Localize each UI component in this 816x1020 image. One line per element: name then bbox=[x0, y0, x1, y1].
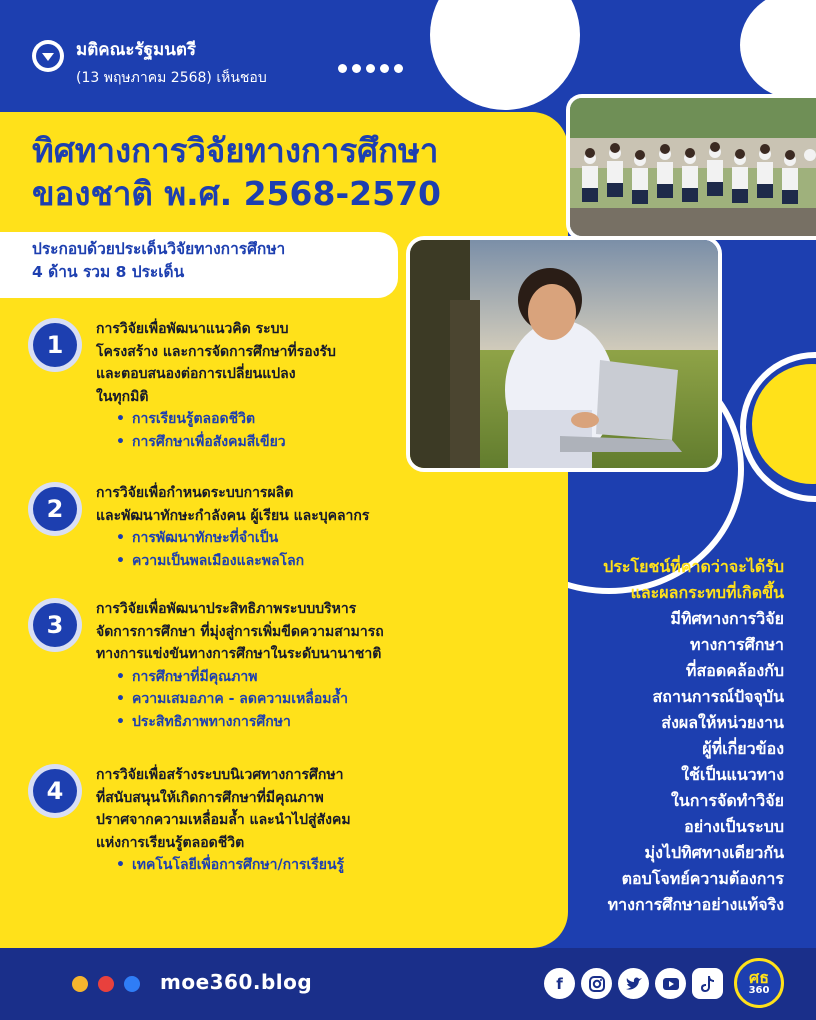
benefit-line: ในการจัดทำวิจัย bbox=[670, 791, 784, 810]
dot-red bbox=[98, 976, 114, 992]
topic-item-1 bbox=[28, 318, 336, 453]
topic-bullets bbox=[116, 408, 336, 453]
list-item: • การศึกษาที่มีคุณภาพ bbox=[116, 666, 384, 689]
down-arrow-icon bbox=[32, 40, 64, 72]
header-line-2: (13 พฤษภาคม 2568) เห็นชอบ bbox=[76, 70, 267, 86]
benefit-line: ที่สอดคล้องกับ bbox=[685, 661, 784, 680]
benefit-line: ตอบโจทย์ความต้องการ bbox=[621, 869, 784, 888]
benefit-line: ใช้เป็นแนวทาง bbox=[681, 765, 784, 784]
dot-yellow bbox=[72, 976, 88, 992]
topic-heading: การวิจัยเพื่อกำหนดระบบการผลิต และพัฒนาทักษะกำลังคน ผู้เรียน และบุคลากร bbox=[96, 485, 370, 524]
benefits-heading: ประโยชน์ที่คาดว่าจะได้รับ และผลกระทบที่เกิดขึ้น bbox=[603, 557, 784, 602]
social-links bbox=[544, 968, 723, 999]
facebook-icon[interactable]: f bbox=[544, 968, 575, 999]
list-item: • การศึกษาเพื่อสังคมสีเขียว bbox=[116, 431, 336, 454]
boy-with-laptop-photo bbox=[406, 236, 722, 472]
moe360-logo: ศธ 360 bbox=[734, 958, 784, 1008]
topic-item-2 bbox=[28, 482, 369, 572]
number-badge: 4 bbox=[28, 764, 82, 818]
list-item: • ความเสมอภาค - ลดความเหลื่อมล้ำ bbox=[116, 688, 384, 711]
benefit-line: ทางการศึกษา bbox=[690, 635, 784, 654]
list-item: • การเรียนรู้ตลอดชีวิต bbox=[116, 408, 336, 431]
topic-bullets bbox=[116, 854, 351, 877]
instagram-icon[interactable] bbox=[581, 968, 612, 999]
benefit-line: ส่งผลให้หน่วยงาน bbox=[661, 713, 784, 732]
subtitle-line-2: 4 ด้าน รวม 8 ประเด็น bbox=[32, 263, 185, 282]
footer-url-link[interactable]: moe360.blog bbox=[160, 970, 313, 994]
list-item: • ประสิทธิภาพทางการศึกษา bbox=[116, 711, 384, 734]
dot-blue bbox=[124, 976, 140, 992]
header-line-1: มติคณะรัฐมนตรี bbox=[76, 40, 197, 60]
youtube-icon[interactable] bbox=[655, 968, 686, 999]
topic-bullets bbox=[116, 527, 369, 572]
topic-bullets bbox=[116, 666, 384, 734]
list-item: • เทคโนโลยีเพื่อการศึกษา/การเรียนรู้ bbox=[116, 854, 351, 877]
main-title: ทิศทางการวิจัยทางการศึกษา ของชาติ พ.ศ. 2568-2570 bbox=[32, 131, 441, 213]
topic-item-4 bbox=[28, 764, 351, 877]
list-item: • ความเป็นพลเมืองและพลโลก bbox=[116, 550, 369, 573]
topic-item-3 bbox=[28, 598, 384, 733]
subtitle-line-1: ประกอบด้วยประเด็นวิจัยทางการศึกษา bbox=[32, 240, 286, 258]
benefit-line: มีทิศทางการวิจัย bbox=[670, 609, 784, 628]
benefit-line: อย่างเป็นระบบ bbox=[684, 817, 784, 836]
twitter-icon[interactable] bbox=[618, 968, 649, 999]
benefit-line: ผู้ที่เกี่ยวข้อง bbox=[702, 739, 784, 758]
topic-heading: การวิจัยเพื่อพัฒนาประสิทธิภาพระบบบริหาร จัดการการศึกษา ที่มุ่งสู่การเพิ่มขีดความสามารถ ทางการแข่งขันทางการศึกษาในระดับนานาชาติ bbox=[96, 601, 384, 662]
subtitle-box bbox=[0, 232, 398, 298]
deco-circle-top bbox=[430, 0, 580, 110]
number-badge: 3 bbox=[28, 598, 82, 652]
benefit-line: ทางการศึกษาอย่างแท้จริง bbox=[607, 895, 784, 914]
topic-heading: การวิจัยเพื่อพัฒนาแนวคิด ระบบ โครงสร้าง และการจัดการศึกษาที่รองรับ และตอบสนองต่อการเปลี่ยนแปลง ในทุกมิติ bbox=[96, 321, 336, 405]
benefit-line: มุ่งไปทิศทางเดียวกัน bbox=[644, 843, 784, 862]
benefit-line: สถานการณ์ปัจจุบัน bbox=[652, 687, 784, 706]
number-badge: 2 bbox=[28, 482, 82, 536]
footer-dots bbox=[72, 976, 140, 992]
students-group-photo bbox=[566, 94, 816, 240]
tiktok-icon[interactable] bbox=[692, 968, 723, 999]
topic-heading: การวิจัยเพื่อสร้างระบบนิเวศทางการศึกษา ที่สนับสนุนให้เกิดการศึกษาที่มีคุณภาพ ปราศจากความเหลื่อมล้ำ และนำไปสู่สังคม แห่งการเรียนรู้ตลอดชีวิต bbox=[96, 767, 351, 851]
list-item: • การพัฒนาทักษะที่จำเป็น bbox=[116, 527, 369, 550]
benefits-section bbox=[603, 554, 784, 918]
deco-circle-top-right bbox=[740, 0, 816, 100]
number-badge: 1 bbox=[28, 318, 82, 372]
dots-decoration bbox=[338, 64, 403, 73]
top-header bbox=[32, 36, 267, 89]
